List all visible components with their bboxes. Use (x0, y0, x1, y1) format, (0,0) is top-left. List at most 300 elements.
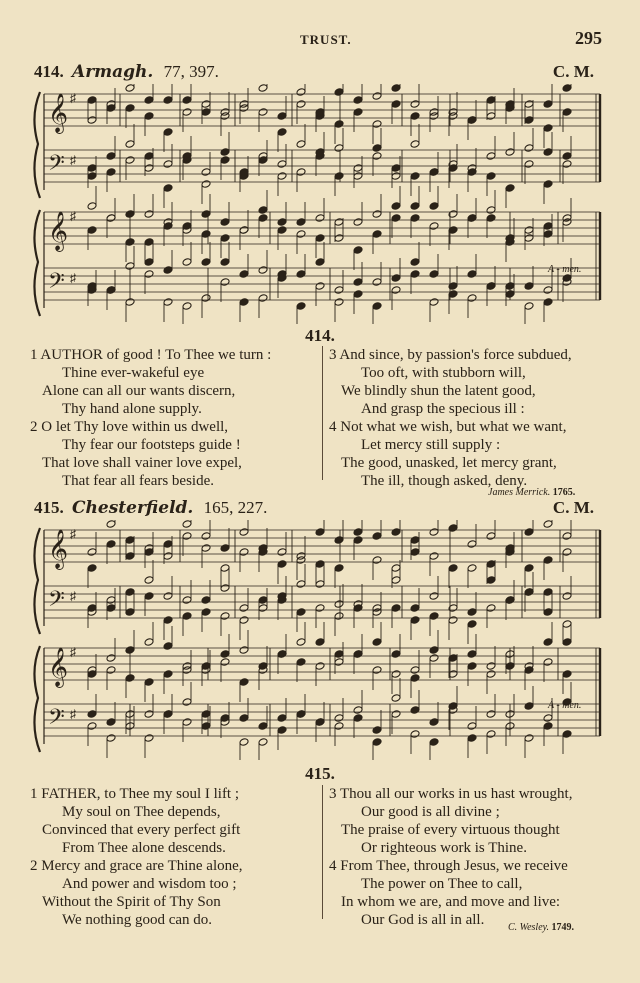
note-head (562, 670, 572, 679)
note-head (353, 246, 363, 255)
note-head (334, 722, 344, 731)
note-head (334, 612, 344, 621)
note-head (239, 548, 249, 557)
note-head (315, 638, 325, 647)
note-head (562, 108, 572, 117)
author-year: 1749. (551, 922, 575, 933)
verse-line: Thy fear our footsteps guide ! (62, 437, 241, 453)
note-head (372, 230, 382, 239)
music-score-415 (30, 520, 610, 760)
sharp-icon: ♯ (70, 153, 76, 167)
tune-header-414 (34, 62, 594, 84)
note-head (467, 662, 477, 671)
note-head (87, 548, 97, 557)
note-head (125, 298, 135, 307)
note-head (239, 714, 249, 723)
note-head (353, 96, 363, 105)
verse-line: Alone can all our wants discern, (42, 383, 236, 399)
note-head (410, 140, 420, 149)
note-head (163, 710, 173, 719)
music-score-414 (30, 84, 610, 324)
brace (34, 92, 40, 198)
note-head (334, 88, 344, 97)
note-head (258, 108, 268, 117)
note-head (106, 168, 116, 177)
note-head (372, 666, 382, 675)
note-head (410, 616, 420, 625)
note-head (220, 218, 230, 227)
note-head (144, 270, 154, 279)
note-head (429, 646, 439, 655)
note-head (315, 258, 325, 267)
note-head (524, 734, 534, 743)
note-head (334, 714, 344, 723)
note-head (410, 112, 420, 121)
note-head (163, 642, 173, 651)
note-head (163, 298, 173, 307)
note-head (296, 638, 306, 647)
note-head (258, 84, 268, 92)
note-head (296, 140, 306, 149)
note-head (163, 184, 173, 193)
note-head (125, 674, 135, 683)
note-head (467, 734, 477, 743)
tune-references: 77, 397. (163, 62, 219, 81)
note-head (182, 596, 192, 605)
note-head (429, 202, 439, 211)
note-head (163, 552, 173, 561)
note-head (125, 552, 135, 561)
note-head (372, 638, 382, 647)
note-head (467, 540, 477, 549)
note-head (258, 266, 268, 275)
note-head (144, 210, 154, 219)
note-head (296, 218, 306, 227)
note-head (410, 548, 420, 557)
note-head (87, 226, 97, 235)
note-head (87, 116, 97, 125)
note-head (486, 96, 496, 105)
note-head (334, 218, 344, 227)
author-name: James Merrick. (488, 487, 551, 498)
note-head (201, 108, 211, 117)
note-head (448, 164, 458, 173)
note-head (239, 100, 249, 109)
note-head (106, 520, 116, 528)
note-head (125, 536, 135, 545)
note-head (543, 230, 553, 239)
note-head (220, 156, 230, 165)
note-head (296, 658, 306, 667)
verse-line: 4 From Thee, through Jesus, we receive (329, 858, 568, 874)
note-head (258, 206, 268, 215)
note-head (372, 278, 382, 287)
note-head (258, 604, 268, 613)
note-head (201, 608, 211, 617)
note-head (353, 172, 363, 181)
sharp-icon: ♯ (70, 589, 76, 603)
note-head (182, 108, 192, 117)
note-head (144, 576, 154, 585)
brace (34, 210, 40, 316)
note-head (258, 596, 268, 605)
note-head (448, 524, 458, 533)
note-head (277, 160, 287, 169)
note-head (543, 722, 553, 731)
note-head (562, 548, 572, 557)
note-head (524, 282, 534, 291)
note-head (467, 270, 477, 279)
treble-clef-icon: 𝄞 (48, 95, 69, 132)
note-head (505, 596, 515, 605)
note-head (467, 168, 477, 177)
note-head (182, 222, 192, 231)
note-head (201, 180, 211, 189)
verse-line: Convinced that every perfect gift (42, 822, 241, 838)
note-head (448, 654, 458, 663)
note-head (239, 226, 249, 235)
note-head (429, 108, 439, 117)
note-head (239, 528, 249, 537)
note-head (277, 226, 287, 235)
treble-clef-icon: 𝄞 (48, 649, 69, 686)
note-head (125, 262, 135, 271)
verse-line: Or righteous work is Thine. (361, 840, 527, 856)
note-head (353, 650, 363, 659)
note-head (372, 738, 382, 747)
verse-line: The praise of every virtuous thought (341, 822, 560, 838)
note-head (410, 730, 420, 739)
note-head (334, 120, 344, 129)
note-head (334, 298, 344, 307)
note-head (353, 164, 363, 173)
verse-line: Let mercy still supply : (361, 437, 501, 453)
note-head (410, 674, 420, 683)
note-head (543, 658, 553, 667)
note-head (353, 536, 363, 545)
note-head (315, 580, 325, 589)
note-head (258, 738, 268, 747)
stanza-2 (30, 418, 315, 490)
note-head (220, 584, 230, 593)
treble-clef-icon: 𝄞 (48, 531, 69, 568)
note-head (353, 278, 363, 287)
note-head (410, 258, 420, 267)
note-head (125, 84, 135, 92)
note-head (391, 274, 401, 283)
note-head (277, 726, 287, 735)
verse-line: We nothing good can do. (62, 912, 213, 928)
verse-line: Without the Spirit of Thy Son (42, 894, 221, 910)
note-head (296, 710, 306, 719)
author-year: 1765. (552, 487, 576, 498)
note-head (505, 662, 515, 671)
note-head (163, 160, 173, 169)
sharp-icon: ♯ (70, 91, 76, 105)
note-head (353, 714, 363, 723)
note-head (239, 678, 249, 687)
note-head (144, 96, 154, 105)
note-head (543, 638, 553, 647)
note-head (410, 666, 420, 675)
note-head (220, 544, 230, 553)
note-head (334, 286, 344, 295)
note-head (277, 128, 287, 137)
note-head (505, 148, 515, 157)
note-head (429, 222, 439, 231)
note-head (125, 104, 135, 113)
note-head (201, 230, 211, 239)
note-head (296, 302, 306, 311)
note-head (562, 84, 572, 92)
note-head (448, 282, 458, 291)
note-head (372, 120, 382, 129)
note-head (144, 734, 154, 743)
note-head (372, 604, 382, 613)
note-head (106, 718, 116, 727)
note-head (562, 638, 572, 647)
note-head (163, 222, 173, 231)
note-head (467, 608, 477, 617)
tune-references: 165, 227. (203, 498, 268, 517)
note-head (201, 532, 211, 541)
note-head (562, 620, 572, 629)
note-head (543, 298, 553, 307)
note-head (486, 152, 496, 161)
note-head (372, 144, 382, 153)
verse-line: We blindly shun the latent good, (341, 383, 536, 399)
bass-clef-icon: 𝄢 (48, 587, 65, 616)
verse-line: And grasp the specious ill : (361, 401, 525, 417)
note-head (562, 152, 572, 161)
note-head (182, 718, 192, 727)
note-head (334, 564, 344, 573)
note-head (315, 282, 325, 291)
section-heading: TRUST. (300, 32, 352, 47)
note-head (429, 528, 439, 537)
note-head (315, 560, 325, 569)
note-head (353, 108, 363, 117)
note-head (296, 608, 306, 617)
verse-column-right (322, 346, 614, 489)
note-head (486, 112, 496, 121)
note-head (163, 616, 173, 625)
note-head (562, 730, 572, 739)
note-head (182, 612, 192, 621)
note-head (334, 144, 344, 153)
note-head (353, 604, 363, 613)
verse-line: In whom we are, and move and live: (341, 894, 561, 910)
note-head (391, 286, 401, 295)
note-head (315, 662, 325, 671)
note-head (277, 548, 287, 557)
note-head (486, 172, 496, 181)
note-head (144, 710, 154, 719)
note-head (543, 286, 553, 295)
note-head (334, 650, 344, 659)
note-head (391, 214, 401, 223)
note-head (296, 580, 306, 589)
note-head (296, 230, 306, 239)
note-head (144, 678, 154, 687)
note-head (220, 258, 230, 267)
note-head (239, 270, 249, 279)
note-head (277, 112, 287, 121)
note-head (296, 168, 306, 177)
note-head (125, 210, 135, 219)
note-head (125, 156, 135, 165)
note-head (448, 210, 458, 219)
amen-label: A - men. (548, 264, 582, 275)
note-head (429, 738, 439, 747)
note-head (391, 604, 401, 613)
note-head (201, 210, 211, 219)
note-head (391, 172, 401, 181)
note-head (486, 576, 496, 585)
note-head (201, 294, 211, 303)
note-head (220, 714, 230, 723)
note-head (543, 180, 553, 189)
note-head (106, 214, 116, 223)
note-head (296, 556, 306, 565)
tune-name: Armagh. (72, 62, 154, 82)
note-head (220, 234, 230, 243)
stanza-3 (329, 785, 614, 857)
note-head (144, 592, 154, 601)
note-head (391, 100, 401, 109)
note-head (106, 734, 116, 743)
tune-name: Chesterfield. (72, 498, 194, 518)
note-head (372, 210, 382, 219)
verse-line: Too oft, with stubborn will, (361, 365, 526, 381)
note-head (106, 286, 116, 295)
note-head (106, 666, 116, 675)
author-credit-414 (488, 487, 575, 498)
note-head (125, 646, 135, 655)
note-head (258, 294, 268, 303)
note-head (391, 564, 401, 573)
note-head (258, 214, 268, 223)
note-head (562, 592, 572, 601)
note-head (125, 238, 135, 247)
note-head (220, 658, 230, 667)
verse-line: That love shall vainer love expel, (42, 455, 242, 471)
note-head (106, 604, 116, 613)
stanza-1 (30, 346, 315, 418)
note-head (277, 714, 287, 723)
note-head (391, 164, 401, 173)
note-head (467, 214, 477, 223)
note-head (353, 290, 363, 299)
note-head (201, 722, 211, 731)
note-head (543, 556, 553, 565)
stanza-2 (30, 857, 315, 929)
brace (34, 528, 40, 634)
note-head (486, 604, 496, 613)
note-head (182, 96, 192, 105)
verse-line: 4 Not what we wish, but what we want, (329, 419, 567, 435)
author-name: C. Wesley. (508, 922, 550, 933)
note-head (258, 722, 268, 731)
verse-line: 2 Mercy and grace are Thine alone, (30, 858, 243, 874)
note-head (372, 152, 382, 161)
note-head (543, 608, 553, 617)
verse-line: From Thee alone descends. (62, 840, 226, 856)
sharp-icon: ♯ (70, 707, 76, 721)
verse-line: Our good is all divine ; (361, 804, 500, 820)
note-head (410, 202, 420, 211)
tune-meter: C. M. (552, 498, 594, 517)
note-head (239, 298, 249, 307)
note-head (182, 532, 192, 541)
note-head (410, 706, 420, 715)
sharp-icon: ♯ (70, 271, 76, 285)
note-head (524, 116, 534, 125)
note-head (106, 654, 116, 663)
note-head (372, 726, 382, 735)
note-head (543, 520, 553, 528)
verse-line: And power and wisdom too ; (62, 876, 237, 892)
note-head (334, 172, 344, 181)
note-head (391, 84, 401, 92)
tune-number: 414. (34, 62, 64, 81)
verse-column-left (30, 346, 315, 490)
note-head (486, 532, 496, 541)
note-head (106, 596, 116, 605)
verse-line: My soul on Thee depends, (62, 804, 221, 820)
note-head (220, 650, 230, 659)
note-head (429, 552, 439, 561)
note-head (562, 532, 572, 541)
note-head (239, 604, 249, 613)
note-head (125, 608, 135, 617)
brace (34, 646, 40, 752)
page-number: 295 (575, 28, 602, 48)
note-head (448, 616, 458, 625)
note-head (448, 604, 458, 613)
note-head (410, 100, 420, 109)
note-head (467, 294, 477, 303)
note-head (505, 282, 515, 291)
note-head (201, 258, 211, 267)
sharp-icon: ♯ (70, 527, 76, 541)
verse-line: The good, unasked, let mercy grant, (341, 455, 557, 471)
amen-label: A - men. (548, 700, 582, 711)
note-head (144, 238, 154, 247)
note-head (410, 172, 420, 181)
note-head (87, 172, 97, 181)
note-head (410, 536, 420, 545)
note-head (543, 222, 553, 231)
note-head (486, 670, 496, 679)
verse-line: 1 FATHER, to Thee my soul I lift ; (30, 786, 240, 802)
note-head (524, 564, 534, 573)
note-head (391, 694, 401, 703)
note-head (296, 100, 306, 109)
note-head (334, 658, 344, 667)
note-head (562, 218, 572, 227)
verse-line: The ill, though asked, deny. (361, 473, 528, 489)
note-head (277, 560, 287, 569)
note-head (391, 528, 401, 537)
note-head (543, 100, 553, 109)
tune-number: 415. (34, 498, 64, 517)
note-head (239, 616, 249, 625)
note-head (524, 666, 534, 675)
note-head (372, 302, 382, 311)
note-head (163, 540, 173, 549)
note-head (448, 112, 458, 121)
